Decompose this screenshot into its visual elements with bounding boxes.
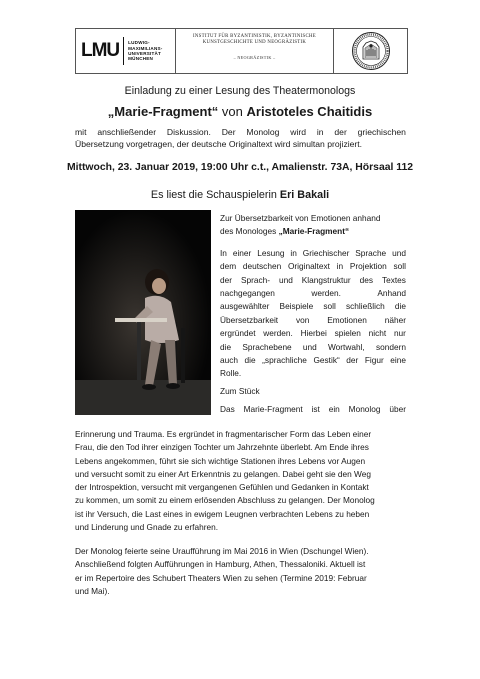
word: ist <box>311 404 320 415</box>
word: Klangstruktur <box>301 274 351 285</box>
stueck-line: ist ihr Versuch, die Last eines in ewigem Leugnen verbrachten Lebens zu heben <box>75 508 370 519</box>
word: von <box>295 314 310 325</box>
lmu-line: MAXIMILIANS- <box>128 45 163 51</box>
word: Emotionen <box>327 314 367 325</box>
invitation-line: Einladung zu einer Lesung des Theatermonologs <box>124 85 356 97</box>
lmu-logo: LMU <box>81 40 120 61</box>
word: nur <box>393 328 406 339</box>
word: nachgegangen <box>220 288 275 299</box>
word: Projektion <box>349 261 387 272</box>
stueck-paragraph <box>75 428 406 534</box>
word: die <box>220 341 232 352</box>
word: nicht <box>368 328 387 339</box>
word: näher <box>384 314 406 325</box>
word: Hierbei <box>300 328 327 339</box>
word: Beispiele <box>279 301 314 312</box>
side-column <box>220 212 406 417</box>
word: griechischen <box>357 127 406 137</box>
event-title <box>0 104 480 119</box>
event-date-location: Mittwoch, 23. Januar 2019, 19:00 Uhr c.t., Amalienstr. 73A, Hörsaal 112 <box>66 162 414 173</box>
lmu-logo-block <box>76 29 176 73</box>
premiere-line: Der Monolog feierte seine Uraufführung im Mai 2016 in Wien (Dschungel Wien). <box>75 546 369 556</box>
stueck-line: Lebens angekommen, führt sie sich wichtige Stationen ihres Lebens vor Augen <box>75 455 366 466</box>
word: dem <box>220 261 237 272</box>
lmu-line: UNIVERSITÄT <box>128 51 161 56</box>
word: In <box>220 247 227 258</box>
word: der <box>346 355 359 366</box>
zum-stueck-heading: Zum Stück <box>220 385 260 396</box>
word: ergründet <box>220 328 256 339</box>
word: über <box>389 404 406 415</box>
word: eine <box>390 355 406 366</box>
word: Griechischer <box>302 247 350 258</box>
stueck-first-line <box>220 403 406 416</box>
stueck-line: Erinnerung und Trauma. Es ergründet in fragmentarischer Form das Leben einer <box>75 429 372 439</box>
side-paragraph-line <box>220 314 406 327</box>
letterhead <box>75 28 408 74</box>
section-heading-line: Zur Übersetzbarkeit von Emotionen anhand <box>220 213 381 223</box>
word: Monolog <box>246 127 280 137</box>
word: Das <box>220 404 235 415</box>
reader-name: Eri Bakali <box>279 189 330 201</box>
premiere-line: und Mai). <box>75 585 110 596</box>
institute-line: KUNSTGESCHICHTE UND NEOGRÄZISTIK <box>202 40 307 45</box>
section-heading-line <box>220 225 406 238</box>
word: auch <box>220 355 238 366</box>
reader-prefix: Es liest die Schauspielerin <box>150 189 280 201</box>
side-paragraph-line <box>220 341 406 354</box>
stueck-line: und Linderung und Gnade zu erfahren. <box>75 522 218 533</box>
word: Figur <box>364 355 384 366</box>
lmu-logo-divider <box>123 37 124 65</box>
lmu-university-name <box>128 40 162 62</box>
word: spielen <box>334 328 361 339</box>
word: soll <box>323 301 336 312</box>
lmu-line: LUDWIG- <box>128 40 150 46</box>
premiere-paragraph <box>75 545 406 598</box>
side-paragraph <box>220 247 406 368</box>
side-paragraph-line <box>220 260 406 273</box>
heading-prefix: des Monologes <box>220 226 279 237</box>
word: werden. <box>311 288 341 299</box>
word: Der <box>221 127 236 137</box>
word: Sprache <box>355 247 387 258</box>
word: Übersetzbarkeit <box>220 314 279 325</box>
institute-name <box>176 34 333 46</box>
word: die <box>394 301 406 312</box>
actress-photo-image <box>75 210 211 415</box>
word: soll <box>393 261 406 272</box>
stueck-line: Frau, die den Tod ihrer einzigen Tochter um Jahrzehnte überlebt. Am Ende ihres <box>75 442 369 453</box>
word: und <box>278 274 293 285</box>
premiere-line: er im Repertoire des Schubert Theaters Wien zu sehen (Termine 2019: Februar <box>75 572 367 583</box>
word: Lesung <box>257 247 285 258</box>
word: Wortwahl, <box>328 341 365 352</box>
side-paragraph-line <box>220 327 406 340</box>
word: in <box>336 261 344 272</box>
word: Sprach- <box>240 274 271 285</box>
side-paragraph-line <box>220 274 406 287</box>
word: sondern <box>375 341 406 352</box>
side-paragraph-last-line: Rolle. <box>220 368 242 379</box>
word: in <box>290 247 297 258</box>
actress-photo <box>75 210 211 415</box>
intro-paragraph <box>75 127 406 150</box>
work-title: „Marie-Fragment“ <box>107 104 219 119</box>
side-paragraph-line <box>220 247 406 260</box>
word: Monolog <box>348 404 381 415</box>
word: des <box>359 274 373 285</box>
word: werden. <box>263 328 293 339</box>
word: und <box>302 341 317 352</box>
institute-line: INSTITUT FÜR BYZANTINISTIK, BYZANTINISCHE <box>192 34 317 39</box>
word: einer <box>232 247 252 258</box>
word: der <box>220 274 232 285</box>
word: Anhand <box>377 288 406 299</box>
word: und <box>392 247 406 258</box>
institute-block <box>176 29 334 73</box>
premiere-line: Anschließend folgten Aufführungen in Hamburg, Athen, Thessaloniki. Aktuell ist <box>75 559 366 570</box>
author-name: Aristoteles Chaitidis <box>246 104 373 119</box>
stueck-line: der Introspektion, versucht mit vergangenen Gefühlen und Gedanken in Kontakt <box>75 482 369 493</box>
word: ausgewählter <box>220 301 270 312</box>
word: mit <box>75 127 87 137</box>
side-paragraph-line <box>220 287 406 300</box>
intro-line: Übersetzung vorgetragen, der deutsche Originaltext wird simultan projiziert. <box>75 138 363 149</box>
reader-line <box>0 189 480 201</box>
word: Gestik“ <box>313 355 340 366</box>
side-paragraph-line <box>220 354 406 367</box>
word: der <box>334 127 347 137</box>
word: Sprachebene <box>242 341 292 352</box>
word: anschließender <box>97 127 157 137</box>
word: wird <box>290 127 306 137</box>
word: die <box>244 355 256 366</box>
word: schließlich <box>346 301 385 312</box>
word: ein <box>328 404 340 415</box>
institute-subtitle: – NEOGRÄZISTIK – <box>233 55 276 60</box>
word: Originaltext <box>287 261 330 272</box>
stueck-line: und versucht somit zu einer Art Erkenntnis zu gelangen. Dabei geht sie den Weg <box>75 468 371 479</box>
word: Marie-Fragment <box>243 404 303 415</box>
university-seal-block <box>334 29 407 73</box>
word: deutschen <box>242 261 282 272</box>
word: in <box>316 127 324 137</box>
lmu-line: MÜNCHEN <box>128 56 154 62</box>
intro-line <box>75 127 406 139</box>
university-seal-icon <box>351 31 391 71</box>
word: „sprachliche <box>262 355 307 366</box>
side-paragraph-line <box>220 300 406 313</box>
heading-work-title: „Marie-Fragment“ <box>278 226 350 237</box>
stueck-line: zu kommen, um somit zu einem erlösenden Abschluss zu gelangen. Der Monolog <box>75 495 375 506</box>
word: Diskussion. <box>166 127 211 137</box>
word: Textes <box>381 274 406 285</box>
title-connector: von <box>218 104 247 119</box>
